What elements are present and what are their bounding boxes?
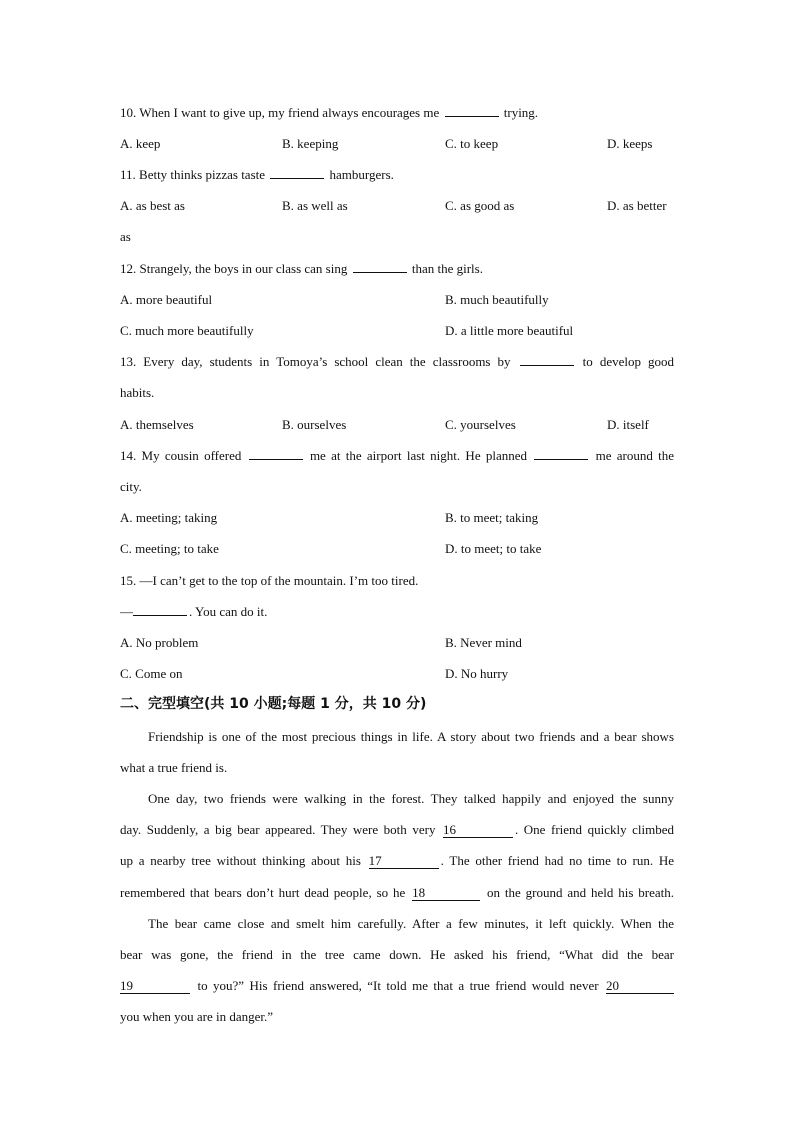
passage-text: on the ground and held his breath. (487, 885, 675, 900)
option-b: B. as well as (282, 198, 348, 213)
answer-blank (133, 603, 187, 616)
option-d: D. a little more beautiful (445, 323, 574, 338)
passage-text: up a nearby tree without thinking about his (120, 853, 361, 868)
numbered-blank-19: 19 (120, 979, 190, 994)
option-d-wrap: as (120, 229, 131, 244)
question-15-reply (120, 603, 267, 621)
question-text: 13. Every day, students in Tomoya’s school clean the classrooms by (120, 354, 511, 369)
option-c: C. as good as (445, 198, 515, 213)
answer-blank (534, 447, 588, 460)
option-a: A. keep (120, 136, 161, 151)
option-a: A. meeting; taking (120, 510, 218, 525)
option-c: C. yourselves (445, 417, 516, 432)
passage-line: Friendship is one of the most precious things in life. A story about two friends and a bear shows (148, 729, 674, 744)
option-b: B. keeping (282, 136, 339, 151)
option-d: D. itself (607, 417, 649, 432)
question-11 (120, 166, 394, 184)
question-text: 12. Strangely, the boys in our class can sing (120, 261, 348, 276)
option-a: A. more beautiful (120, 292, 213, 307)
numbered-blank-20: 20 (606, 979, 674, 994)
passage-text: . One friend quickly climbed (515, 822, 674, 837)
option-a: A. themselves (120, 417, 194, 432)
numbered-blank-17: 17 (369, 854, 439, 869)
passage-line: what a true friend is. (120, 760, 228, 775)
option-c: C. Come on (120, 666, 183, 681)
question-text: hamburgers. (329, 167, 394, 182)
answer-blank (445, 104, 499, 117)
option-b: B. Never mind (445, 635, 522, 650)
passage-line: you when you are in danger.” (120, 1009, 274, 1024)
option-c: C. much more beautifully (120, 323, 254, 338)
option-d: D. keeps (607, 136, 653, 151)
answer-blank (249, 447, 303, 460)
question-15: 15. —I can’t get to the top of the mountain. I’m too tired. (120, 573, 419, 588)
passage-line: One day, two friends were walking in the forest. They talked happily and enjoyed the sunny (148, 791, 674, 806)
option-d: D. to meet; to take (445, 541, 542, 556)
answer-blank (520, 353, 574, 366)
numbered-blank-18: 18 (412, 886, 480, 901)
option-c: C. to keep (445, 136, 499, 151)
question-text: trying. (503, 105, 539, 120)
question-13 (120, 353, 674, 371)
passage-line (120, 852, 674, 870)
option-a: A. No problem (120, 635, 199, 650)
option-b: B. much beautifully (445, 292, 549, 307)
option-c: C. meeting; to take (120, 541, 219, 556)
passage-text: remembered that bears don’t hurt dead people, so he (120, 885, 406, 900)
question-13-wrap: habits. (120, 385, 155, 400)
passage-line (120, 884, 674, 902)
section-heading: 二、完型填空(共 10 小题;每题 1 分，共 10 分) (120, 696, 427, 712)
question-text: 10. When I want to give up, my friend always encourages me (120, 105, 440, 120)
dash: — (120, 604, 133, 619)
passage-line (120, 977, 674, 995)
passage-text: . The other friend had no time to run. He (440, 853, 675, 868)
passage-text: to you?” His friend answered, “It told me that a true friend would never (197, 978, 599, 993)
question-text: . You can do it. (189, 604, 268, 619)
question-text: me around the (595, 448, 674, 463)
option-d: D. No hurry (445, 666, 509, 681)
question-text: 14. My cousin offered (120, 448, 242, 463)
question-14-wrap: city. (120, 479, 142, 494)
option-b: B. to meet; taking (445, 510, 539, 525)
passage-line (120, 821, 674, 839)
option-b: B. ourselves (282, 417, 347, 432)
passage-text: day. Suddenly, a big bear appeared. They were both very (120, 822, 436, 837)
question-text: than the girls. (411, 261, 483, 276)
question-text: to develop good (582, 354, 675, 369)
passage-line: bear was gone, the friend in the tree came down. He asked his friend, “What did the bear (120, 947, 674, 962)
question-14 (120, 447, 674, 465)
option-d: D. as better (607, 198, 667, 213)
passage-line: The bear came close and smelt him carefully. After a few minutes, it left quickly. When the (148, 916, 674, 931)
option-a: A. as best as (120, 198, 185, 213)
question-text: 11. Betty thinks pizzas taste (120, 167, 266, 182)
numbered-blank-16: 16 (443, 823, 513, 838)
question-10 (120, 104, 538, 122)
question-12 (120, 260, 483, 278)
answer-blank (270, 166, 324, 179)
question-text: me at the airport last night. He planned (309, 448, 528, 463)
answer-blank (353, 260, 407, 273)
